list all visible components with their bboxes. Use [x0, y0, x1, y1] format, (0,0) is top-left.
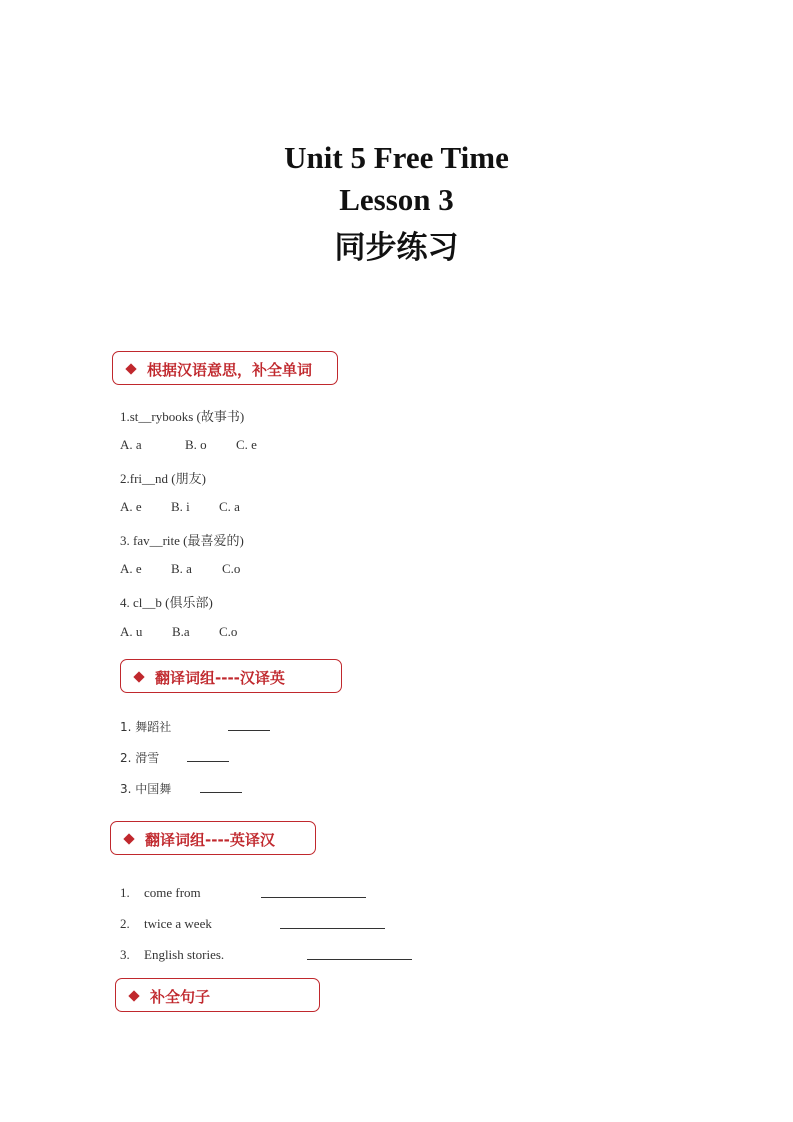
diamond-icon: [128, 990, 139, 1001]
section-heading-complete-words: [112, 351, 338, 385]
title-lesson: Lesson 3: [339, 182, 454, 217]
section-heading-label: 补全句子: [150, 988, 211, 1006]
option-c: C. e: [236, 437, 257, 452]
option-c: C.o: [219, 624, 238, 639]
cn-item-1: [120, 718, 171, 735]
diamond-icon: [125, 363, 136, 374]
option-b: B.a: [172, 624, 190, 639]
title-unit: Unit 5 Free Time: [284, 140, 509, 175]
item-text: English stories.: [144, 947, 225, 962]
item-text: 3. 中国舞: [120, 782, 172, 796]
option-b: B. i: [171, 499, 190, 514]
item-number: 1.: [120, 885, 130, 900]
answer-blank[interactable]: [200, 780, 242, 793]
answer-blank[interactable]: [228, 718, 270, 731]
title-practice: 同步练习: [334, 230, 459, 266]
answer-blank[interactable]: [187, 749, 229, 762]
option-b: B. a: [171, 561, 192, 576]
item-text: 2. 滑雪: [120, 751, 160, 765]
item-text: 1. 舞蹈社: [120, 720, 172, 734]
diamond-icon: [123, 833, 134, 844]
answer-blank[interactable]: [261, 885, 366, 898]
section-heading-complete-sentences: [115, 978, 320, 1012]
question-2: 2.fri__nd (朋友): [120, 471, 206, 486]
question-1: 1.st__rybooks (故事书): [120, 409, 245, 424]
question-3: 3. fav__rite (最喜爱的): [120, 533, 244, 548]
answer-blank[interactable]: [280, 916, 385, 929]
answer-blank[interactable]: [307, 947, 412, 960]
option-c: C. a: [219, 499, 240, 514]
option-a: A. u: [120, 624, 143, 639]
section-heading-label: 翻译词组----英译汉: [145, 831, 275, 849]
section-heading-en-to-cn: [110, 821, 316, 855]
item-text: come from: [144, 885, 201, 900]
option-a: A. e: [120, 561, 142, 576]
item-number: 2.: [120, 916, 130, 931]
item-number: 3.: [120, 947, 130, 962]
item-text: twice a week: [144, 916, 212, 931]
section-heading-cn-to-en: [120, 659, 342, 693]
diamond-icon: [133, 671, 144, 682]
cn-item-2: [120, 749, 159, 766]
en-item-1: [120, 885, 201, 901]
option-a: A. a: [120, 437, 142, 452]
question-4: 4. cl__b (俱乐部): [120, 595, 213, 610]
option-b: B. o: [185, 437, 207, 452]
option-a: A. e: [120, 499, 142, 514]
section-heading-label: 翻译词组----汉译英: [155, 669, 285, 687]
en-item-3: [120, 947, 225, 963]
section-heading-label: 根据汉语意思，补全单词: [147, 361, 313, 379]
option-c: C.o: [222, 561, 241, 576]
en-item-2: [120, 916, 212, 932]
cn-item-3: [120, 780, 171, 797]
